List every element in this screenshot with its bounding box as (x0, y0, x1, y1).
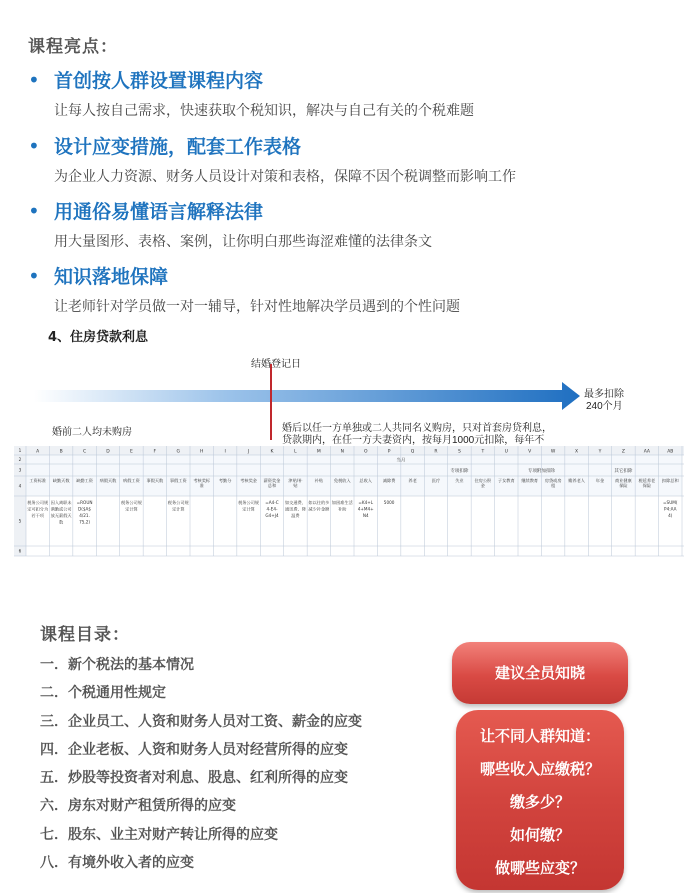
data-cell: =K4+L 4+M4+ N4 (357, 500, 374, 518)
column-letter: E (130, 449, 133, 455)
column-letter: C (82, 449, 87, 455)
toc-title: 课程目录： (40, 625, 130, 645)
column-letter: I (224, 449, 226, 455)
data-cell: 5000 (383, 500, 395, 505)
arrow-label-1: 最多扣除 (584, 389, 624, 400)
right-text-2: 贷款期内，在任一方夫妻资内，按每月1000元扣除，每年不 (282, 435, 545, 446)
bullet-icon: • (28, 199, 40, 223)
column-letter: L (294, 449, 297, 455)
highlight-desc: 让老师针对学员做一对一辅导，针对性地解决学员遇到的个性问题 (54, 299, 460, 315)
column-letter: N (340, 449, 344, 455)
callout-line: 做哪些应变？ (494, 859, 585, 877)
data-cell: 税务公司规定可扣分为若干项 (27, 500, 49, 518)
column-header: 减除费 (382, 478, 396, 483)
callout-title: 建议全员知晓 (452, 642, 628, 704)
column-letter: S (457, 449, 461, 455)
data-cell: 如以往的多减少补金额 (308, 500, 330, 512)
column-header: 病假天数 (99, 478, 117, 483)
right-text-1: 婚后以任一方单独或二人共同名义购房，只对首套房贷利息， (282, 423, 552, 434)
toc-item: 三．企业员工、人资和财务人员对工资、薪金的应变 (40, 713, 362, 730)
column-header: 商业健康保险 (615, 478, 632, 488)
column-letter: V (528, 449, 532, 455)
callout-body (456, 710, 624, 890)
course-outline (40, 654, 362, 880)
timeline-diagram (14, 318, 684, 448)
column-header: 缺勤工资 (76, 478, 93, 483)
column-letter: U (504, 449, 508, 455)
row-number: 6 (18, 548, 22, 554)
highlight-desc: 让每人按自己需求，快速获取个税知识，解决与自己有关的个税难题 (54, 103, 474, 119)
column-header: 工资标准 (29, 478, 47, 483)
toc-item: 五．炒股等投资者对利息、股息、红利所得的应变 (40, 770, 348, 787)
column-header: 失业 (455, 478, 464, 483)
figure-title: 4、住房贷款利息 (48, 330, 149, 345)
column-letter: Y (598, 449, 602, 455)
column-header: 津贴/补贴 (288, 478, 303, 488)
column-header: 继续教育 (521, 478, 539, 483)
row-number: 3 (18, 467, 22, 473)
callout-line: 缴多少？ (509, 793, 570, 811)
column-header: 考勤分 (218, 478, 232, 483)
column-header: 薪资奖金总和 (263, 478, 281, 488)
toc-item: 一．新个税法的基本情况 (40, 657, 194, 673)
data-cell: =A4-C 4-E4-G4+J4 (265, 500, 279, 518)
row-number: 4 (18, 483, 22, 489)
column-header: 赡养老人 (568, 478, 585, 483)
highlights-title: 课程亮点： (28, 37, 118, 57)
group-label-special: 专项扣除 (450, 469, 469, 474)
data-cell: 税务公司规定计算 (167, 500, 189, 512)
column-header: 免税收入 (333, 478, 351, 483)
column-letter: M (316, 449, 321, 455)
column-letter: G (176, 449, 181, 455)
column-header: 扣除总和 (661, 478, 679, 483)
group-label-other: 其它扣除 (614, 469, 633, 474)
column-header: 养老 (408, 478, 417, 483)
bullet-icon: • (28, 68, 40, 92)
data-cell: 税务公司规定计算 (120, 500, 142, 512)
bullet-icon: • (28, 264, 40, 288)
group-label-additional: 专项附加扣除 (527, 469, 555, 474)
column-header: 事假工资 (169, 478, 187, 483)
toc-item: 八．有境外收入者的应变 (40, 855, 194, 872)
arrow-label-2: 240个月 (586, 401, 623, 412)
toc-item: 四．企业老板、人资和财务人员对经营所得的应变 (40, 741, 348, 758)
data-cell: 因入离职未满勤或公司放无薪假天数 (50, 500, 72, 525)
column-header: 总收入 (359, 478, 373, 483)
column-header: 税延养老保险 (638, 478, 656, 488)
column-header: 考核奖标准 (193, 478, 211, 488)
column-letter: AA (643, 449, 651, 455)
highlight-head: 知识落地保障 (54, 266, 169, 288)
callout-line: 让不同人群知道： (479, 727, 600, 745)
column-header: 补贴 (314, 478, 324, 483)
column-letter: W (550, 449, 556, 455)
toc-item: 二．个税通用性规定 (40, 685, 166, 702)
data-cell: 如困难生活补助 (331, 500, 353, 512)
row-number: 2 (18, 457, 22, 462)
column-header: 缺勤天数 (52, 478, 70, 483)
callout-line: 哪些收入应缴税？ (479, 760, 600, 778)
highlight-head: 用通俗易懂语言解释法律 (54, 201, 264, 223)
data-cell: 税务公司规定计算 (238, 500, 260, 512)
column-header: 病假工资 (123, 478, 140, 483)
column-letter: J (247, 449, 250, 455)
column-letter: K (270, 449, 274, 455)
column-letter: P (387, 449, 391, 455)
column-letter: F (153, 449, 157, 455)
data-cell: =SUM( P4:AA 4) (663, 500, 678, 518)
row-header-bar (14, 446, 26, 556)
column-header: 子女教育 (497, 478, 515, 483)
column-letter: X (575, 449, 579, 455)
data-cell: =ROUN D($A$ 4/21. 75,2) (76, 500, 93, 525)
group-label-month: 当月 (396, 458, 406, 464)
left-text: 婚前二人均未购房 (52, 427, 132, 438)
column-header-bar (14, 446, 684, 455)
column-letter: Q (410, 449, 415, 455)
column-letter: T (481, 449, 485, 455)
column-letter: AB (667, 449, 674, 455)
column-header: 住房公积金 (474, 478, 492, 488)
column-letter: R (434, 449, 438, 455)
highlight-desc: 为企业人力资源、财务人员设计对策和表格，保障不因个税调整而影响工作 (54, 169, 516, 185)
column-letter: Z (621, 449, 625, 455)
column-header: 考核奖金 (240, 478, 257, 483)
column-letter: A (36, 449, 40, 455)
column-header: 房贷或房租 (544, 478, 562, 488)
highlight-desc: 用大量图形、表格、案例，让你明白那些诲涩难懂的法律条文 (54, 234, 432, 250)
row-number: 1 (18, 448, 22, 453)
column-header: 年金 (595, 478, 605, 483)
bullet-icon: • (28, 134, 40, 158)
row-number: 5 (18, 518, 22, 524)
column-letter: O (363, 449, 368, 455)
timeline-arrow (34, 382, 580, 410)
column-letter: D (106, 449, 110, 455)
callout-line: 如何缴？ (509, 826, 570, 844)
column-letter: H (200, 449, 204, 455)
data-cell: 如交通费、通讯费、降温费 (284, 500, 306, 518)
marker-label: 结婚登记日 (251, 359, 301, 370)
highlight-head: 首创按人群设置课程内容 (54, 70, 264, 92)
column-header: 医疗 (431, 478, 441, 483)
spreadsheet-table (14, 446, 684, 566)
callout-box (452, 642, 628, 890)
toc-item: 六．房东对财产租赁所得的应变 (40, 798, 236, 815)
toc-item: 七．股东、业主对财产转让所得的应变 (40, 826, 278, 843)
mortgage-interest-figure (14, 318, 684, 563)
highlight-head: 设计应变措施，配套工作表格 (54, 136, 302, 158)
column-letter: B (59, 449, 63, 455)
column-header: 事假天数 (146, 478, 164, 483)
